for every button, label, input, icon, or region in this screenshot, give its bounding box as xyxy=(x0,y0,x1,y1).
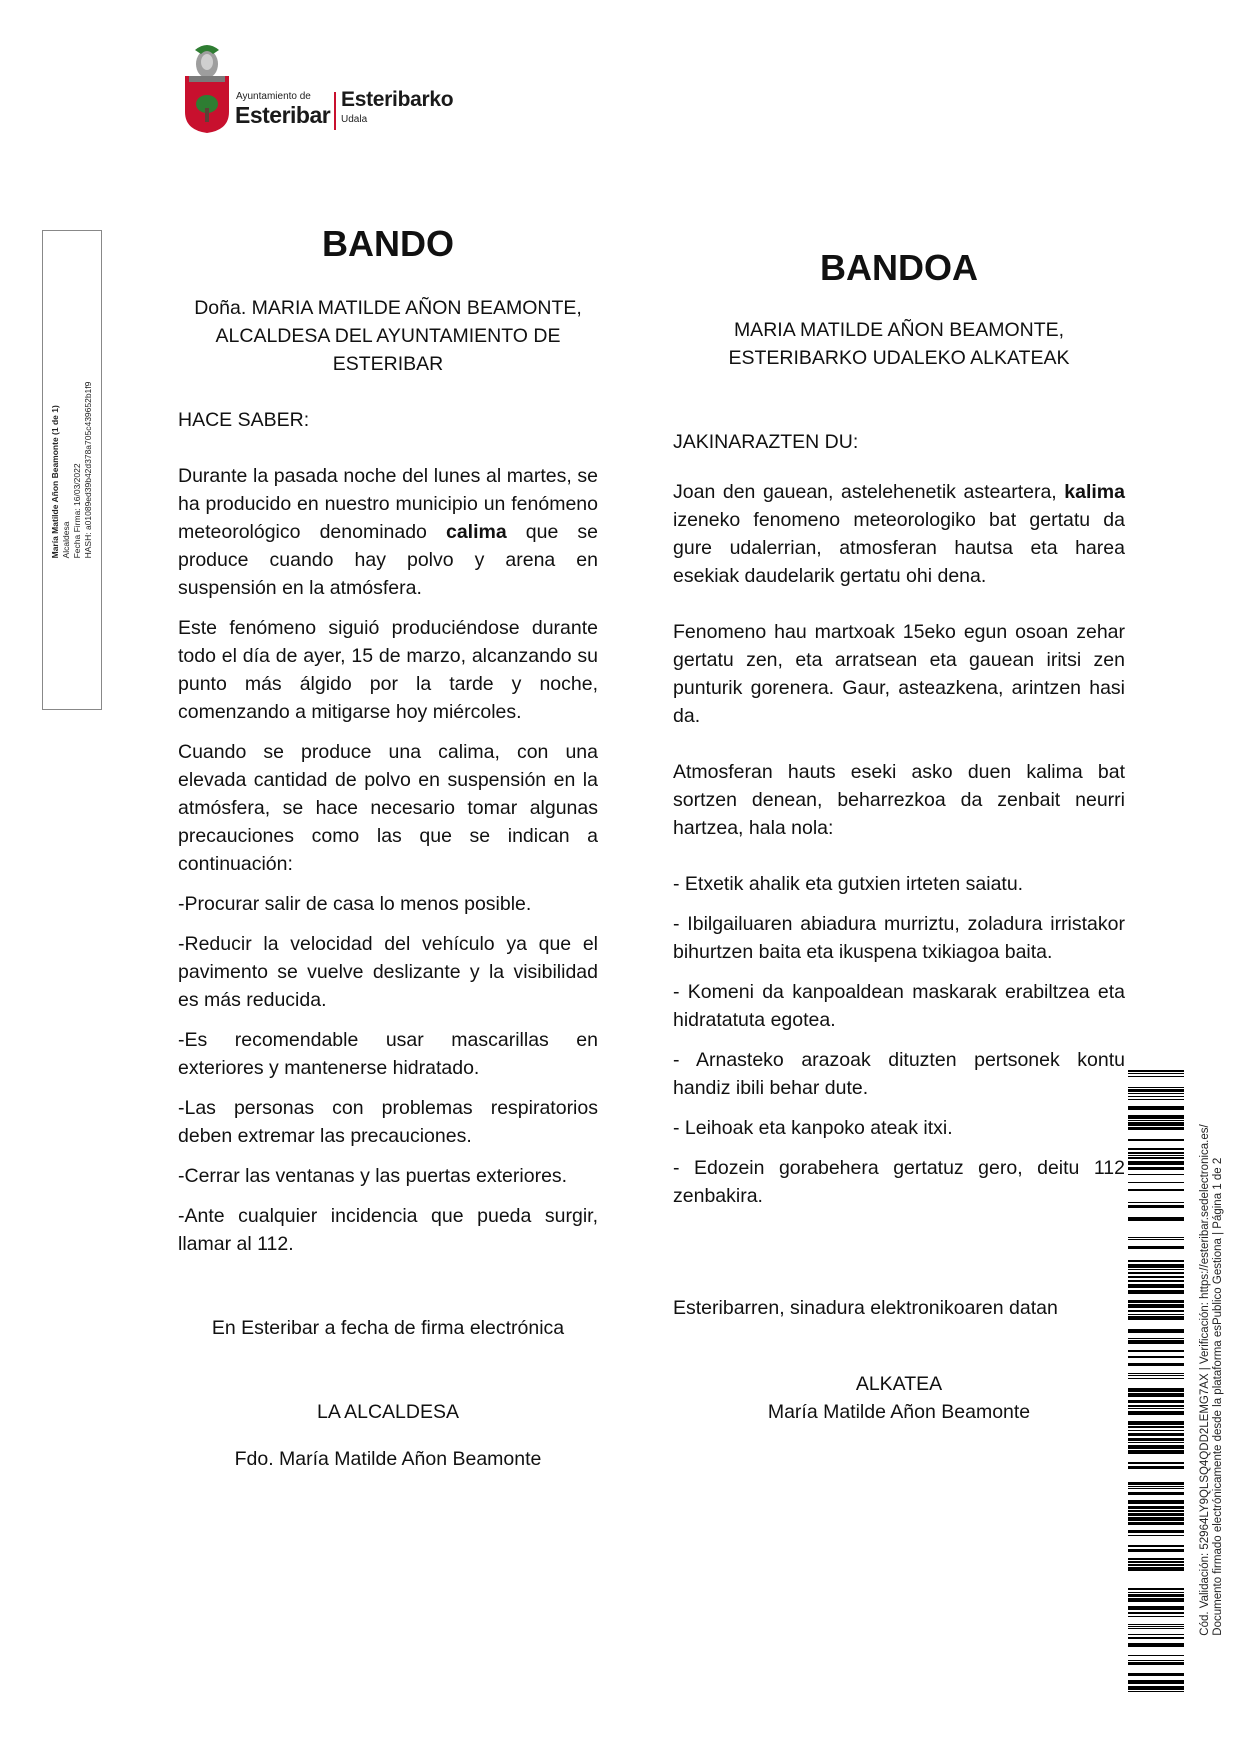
list-item: -Ante cualquier incidencia que pueda surgir, llamar al 112. xyxy=(178,1205,598,1255)
stamp-signer: María Matilde Añon Beamonte (1 de 1) xyxy=(50,405,60,559)
list-item: - Etxetik ahalik eta gutxien irteten saiatu. xyxy=(673,873,1024,895)
signer-role-eu: ALKATEA xyxy=(855,1373,943,1395)
issuer-line: ESTERIBARKO UDALEKO ALKATEAK xyxy=(728,347,1070,369)
bando-spanish xyxy=(178,222,598,1473)
issuer-line: Doña. MARIA MATILDE AÑON BEAMONTE, xyxy=(194,297,582,319)
issuer-eu xyxy=(673,316,1125,372)
issuer-es xyxy=(178,294,598,378)
paragraph: Cuando se produce una calima, con una elevada cantidad de polvo en suspensión en la atmósfera, se hace necesario tomar algunas precauciones como las que se indican a continuación: xyxy=(178,741,598,875)
stamp-hash: HASH: a01089ed39b42d378a705c439652b1f9 xyxy=(83,381,93,559)
udala-name: Esteribarko xyxy=(341,88,454,111)
paragraph: Este fenómeno siguió produciéndose durante todo el día de ayer, 15 de marzo, alcanzando su punto más álgido por la tarde y noche, comenzando a mitigarse hoy miércoles. xyxy=(178,617,598,723)
paragraph: Fenomeno hau martxoak 15eko egun osoan zehar gertatu zen, eta arratsean eta gauean iritsi zen punturik gorenera. Gaur, asteazkena, arintzen hasi da. xyxy=(673,621,1125,727)
list-item: -Las personas con problemas respiratorios deben extremar las precauciones. xyxy=(178,1097,598,1147)
signature-stamp-text xyxy=(50,382,94,559)
validation-code-line: Cód. Validación: 52964LY9QLSQ4QDD2LEMG7AX | Verificación: https://esteribar.sedelectronica.es/ xyxy=(1199,1124,1211,1636)
signer-name-es: Fdo. María Matilde Añon Beamonte xyxy=(234,1448,542,1470)
stamp-role: Alcaldesa xyxy=(61,521,71,559)
list-item: -Reducir la velocidad del vehículo ya que el pavimento se vuelve deslizante y la visibilidad es más reducida. xyxy=(178,933,598,1011)
validation-platform-line: Documento firmado electrónicamente desde la plataforma esPublico Gestiona | Página 1 de 2 xyxy=(1212,1157,1224,1636)
municipal-logo xyxy=(183,42,463,137)
list-item: - Leihoak eta kanpoko ateak itxi. xyxy=(673,1117,953,1139)
validation-text xyxy=(1199,1124,1225,1635)
issuer-line: ALCALDESA DEL AYUNTAMIENTO DE xyxy=(215,325,561,347)
ayuntamiento-name: Esteribar xyxy=(235,102,331,128)
page-title-es: BANDO xyxy=(322,223,454,264)
list-item: -Cerrar las ventanas y las puertas exteriores. xyxy=(178,1165,568,1187)
closing-es: En Esteribar a fecha de firma electrónica xyxy=(211,1317,565,1339)
paragraph: Joan den gauean, astelehenetik asteartera, kalima izeneko fenomeno meteorologiko bat gertatu da gure udalerrian, atmosferan hautsa eta harea esekiak daudelarik gertatu ohi dena. xyxy=(673,481,1125,587)
paragraph: Atmosferan hauts eseki asko duen kalima bat sortzen denean, beharrezkoa da zenbait neurri hartzea, hala nola: xyxy=(673,761,1125,839)
jakinarazten-heading: JAKINARAZTEN DU: xyxy=(673,431,859,453)
closing-eu: Esteribarren, sinadura elektronikoaren datan xyxy=(673,1297,1058,1319)
stamp-date: Fecha Firma: 16/03/2022 xyxy=(72,463,82,559)
list-item: - Ibilgailuaren abiadura murriztu, zoladura irristakor bihurtzen baita eta ikuspena txikiagoa baita. xyxy=(673,913,1125,963)
issuer-line: ESTERIBAR xyxy=(332,353,444,375)
list-item: - Komeni da kanpoaldean maskarak erabiltzea eta hidratatuta egotea. xyxy=(673,981,1125,1031)
issuer-line: MARIA MATILDE AÑON BEAMONTE, xyxy=(733,319,1065,341)
page-title-eu: BANDOA xyxy=(820,247,978,288)
calima-term: calima xyxy=(445,521,507,543)
signer-role-es: LA ALCALDESA xyxy=(316,1401,459,1423)
list-item: - Arnasteko arazoak dituzten pertsonek kontu handiz ibili behar dute. xyxy=(673,1049,1125,1099)
validation-barcode xyxy=(1128,1070,1184,1700)
hace-saber-heading: HACE SABER: xyxy=(178,409,310,431)
signer-name-eu: María Matilde Añon Beamonte xyxy=(767,1401,1031,1423)
signature-stamp xyxy=(42,230,102,710)
coat-of-arms-icon xyxy=(183,42,231,134)
ayuntamiento-label: Ayuntamiento de xyxy=(236,91,311,102)
list-item: - Edozein gorabehera gertatuz gero, deitu 112 zenbakira. xyxy=(673,1157,1125,1207)
kalima-term: kalima xyxy=(1064,481,1125,503)
udala-label: Udala xyxy=(341,114,368,125)
logo-divider xyxy=(334,92,336,130)
bando-basque xyxy=(673,246,1125,1426)
list-item: -Es recomendable usar mascarillas en exteriores y mantenerse hidratado. xyxy=(178,1029,598,1079)
paragraph: Durante la pasada noche del lunes al martes, se ha producido en nuestro municipio un fenómeno meteorológico denominado calima que se produce cuando hay polvo y arena en suspensión en la atmósfera. xyxy=(178,465,598,599)
list-item: -Procurar salir de casa lo menos posible. xyxy=(178,893,532,915)
